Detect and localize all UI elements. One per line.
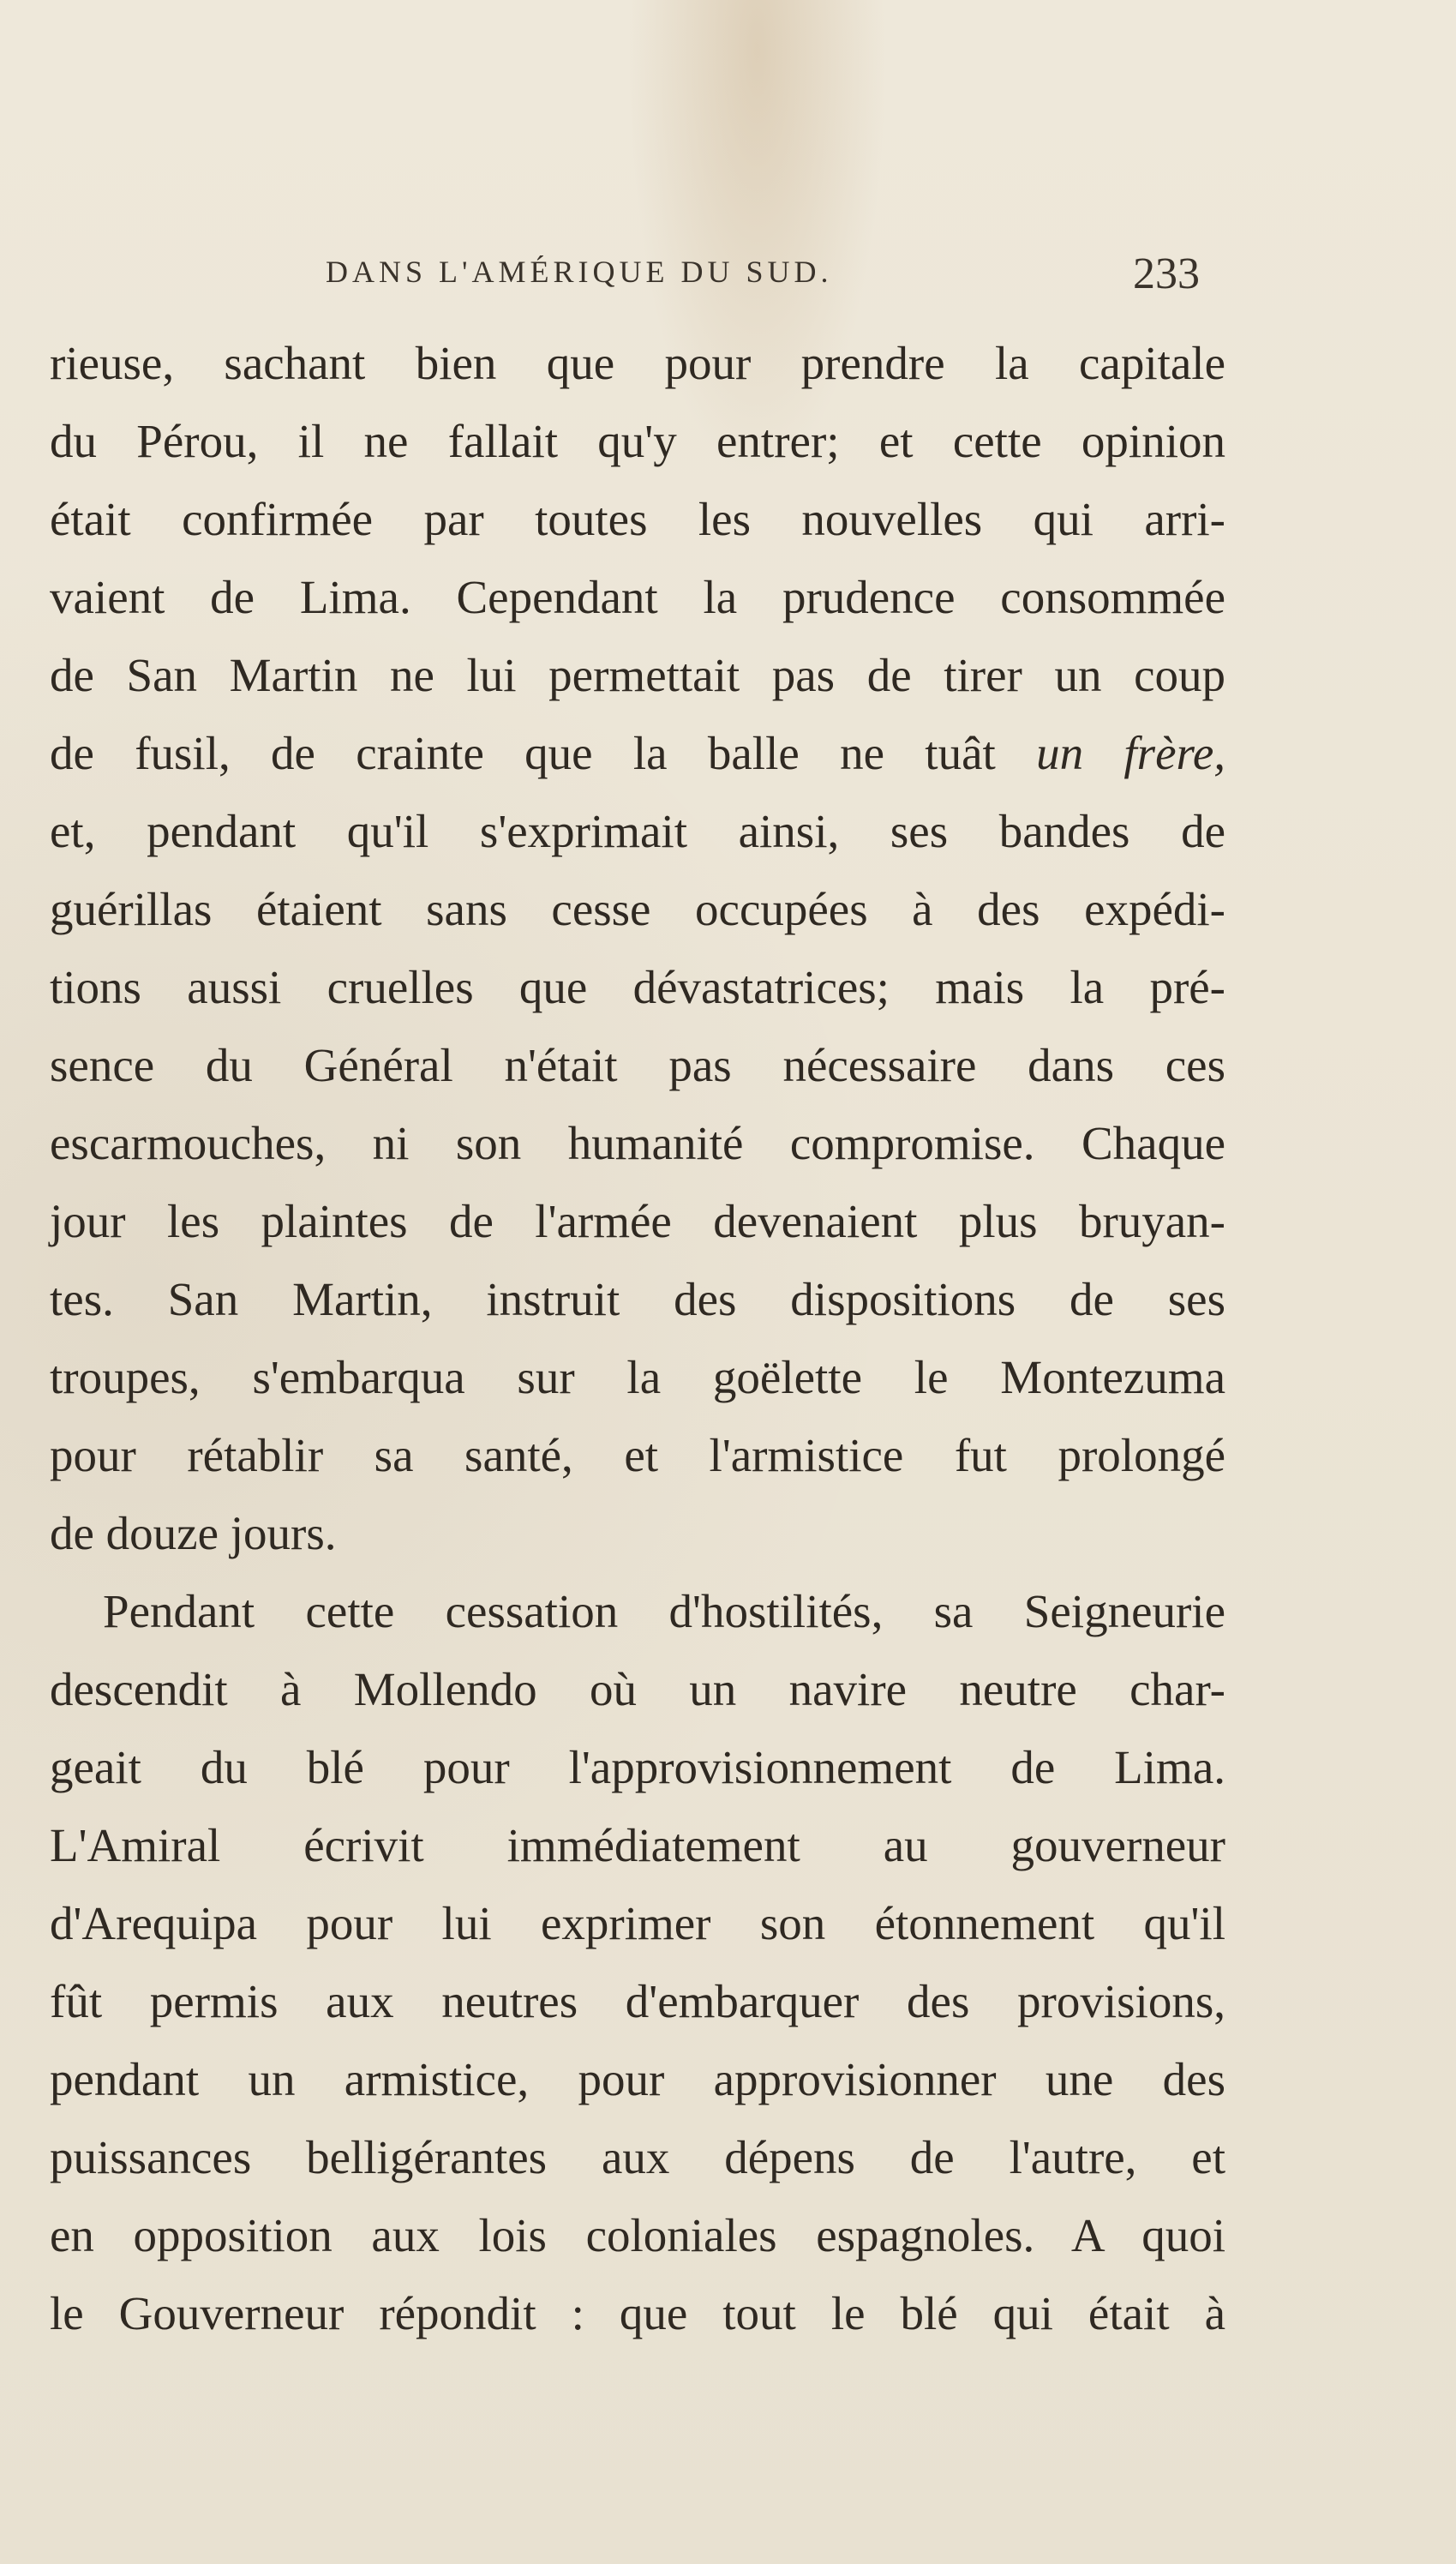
body-text [50, 324, 1225, 2352]
text-line: du Pérou, il ne fallait qu'y entrer; et cette opinion [50, 415, 1225, 467]
text-line: escarmouches, ni son humanité compromise. Chaque [50, 1117, 1225, 1169]
italic-phrase: un frère, [1036, 727, 1226, 779]
text-line: tions aussi cruelles que dévastatrices; mais la pré- [50, 961, 1225, 1013]
text-line: L'Amiral écrivit immédiatement au gouverneur [50, 1819, 1225, 1871]
running-head-title: DANS L'AMÉRIQUE DU SUD. [326, 255, 833, 289]
text-line-paragraph-start: Pendant cette cessation d'hostilités, sa Seigneurie [103, 1585, 1225, 1637]
text-line: sence du Général n'était pas nécessaire dans ces [50, 1039, 1225, 1091]
text-line: d'Arequipa pour lui exprimer son étonnement qu'il [50, 1897, 1225, 1949]
text-line: jour les plaintes de l'armée devenaient plus bruyan- [50, 1195, 1225, 1247]
text-line: tes. San Martin, instruit des dispositions de ses [50, 1273, 1225, 1325]
text-line: fût permis aux neutres d'embarquer des provisions, [50, 1975, 1225, 2027]
text-line: de San Martin ne lui permettait pas de tirer un coup [50, 649, 1225, 701]
text-line-with-italic [50, 714, 1225, 792]
text-line: descendit à Mollendo où un navire neutre char- [50, 1663, 1225, 1715]
text-line: était confirmée par toutes les nouvelles qui arri- [50, 493, 1225, 545]
text-line: et, pendant qu'il s'exprimait ainsi, ses bandes de [50, 805, 1225, 857]
text-line: vaient de Lima. Cependant la prudence consommée [50, 571, 1225, 623]
text-line-paragraph-end: de douze jours. [50, 1507, 337, 1559]
running-head [51, 249, 1200, 309]
page-number: 233 [1133, 249, 1200, 298]
text-line: geait du blé pour l'approvisionnement de Lima. [50, 1741, 1225, 1793]
text-line: le Gouverneur répondit : que tout le blé qui était à [50, 2287, 1225, 2339]
text-line: troupes, s'embarqua sur la goëlette le Montezuma [50, 1351, 1225, 1403]
text-line: guérillas étaient sans cesse occupées à des expédi- [50, 883, 1225, 935]
text-line: pour rétablir sa santé, et l'armistice fut prolongé [50, 1429, 1225, 1481]
text-segment: de fusil, de crainte que la balle ne tuât [50, 727, 996, 779]
text-line: rieuse, sachant bien que pour prendre la capitale [50, 337, 1225, 389]
text-line: puissances belligérantes aux dépens de l'autre, et [50, 2131, 1225, 2183]
text-line: en opposition aux lois coloniales espagnoles. A quoi [50, 2209, 1225, 2261]
text-line: pendant un armistice, pour approvisionner une des [50, 2053, 1225, 2105]
